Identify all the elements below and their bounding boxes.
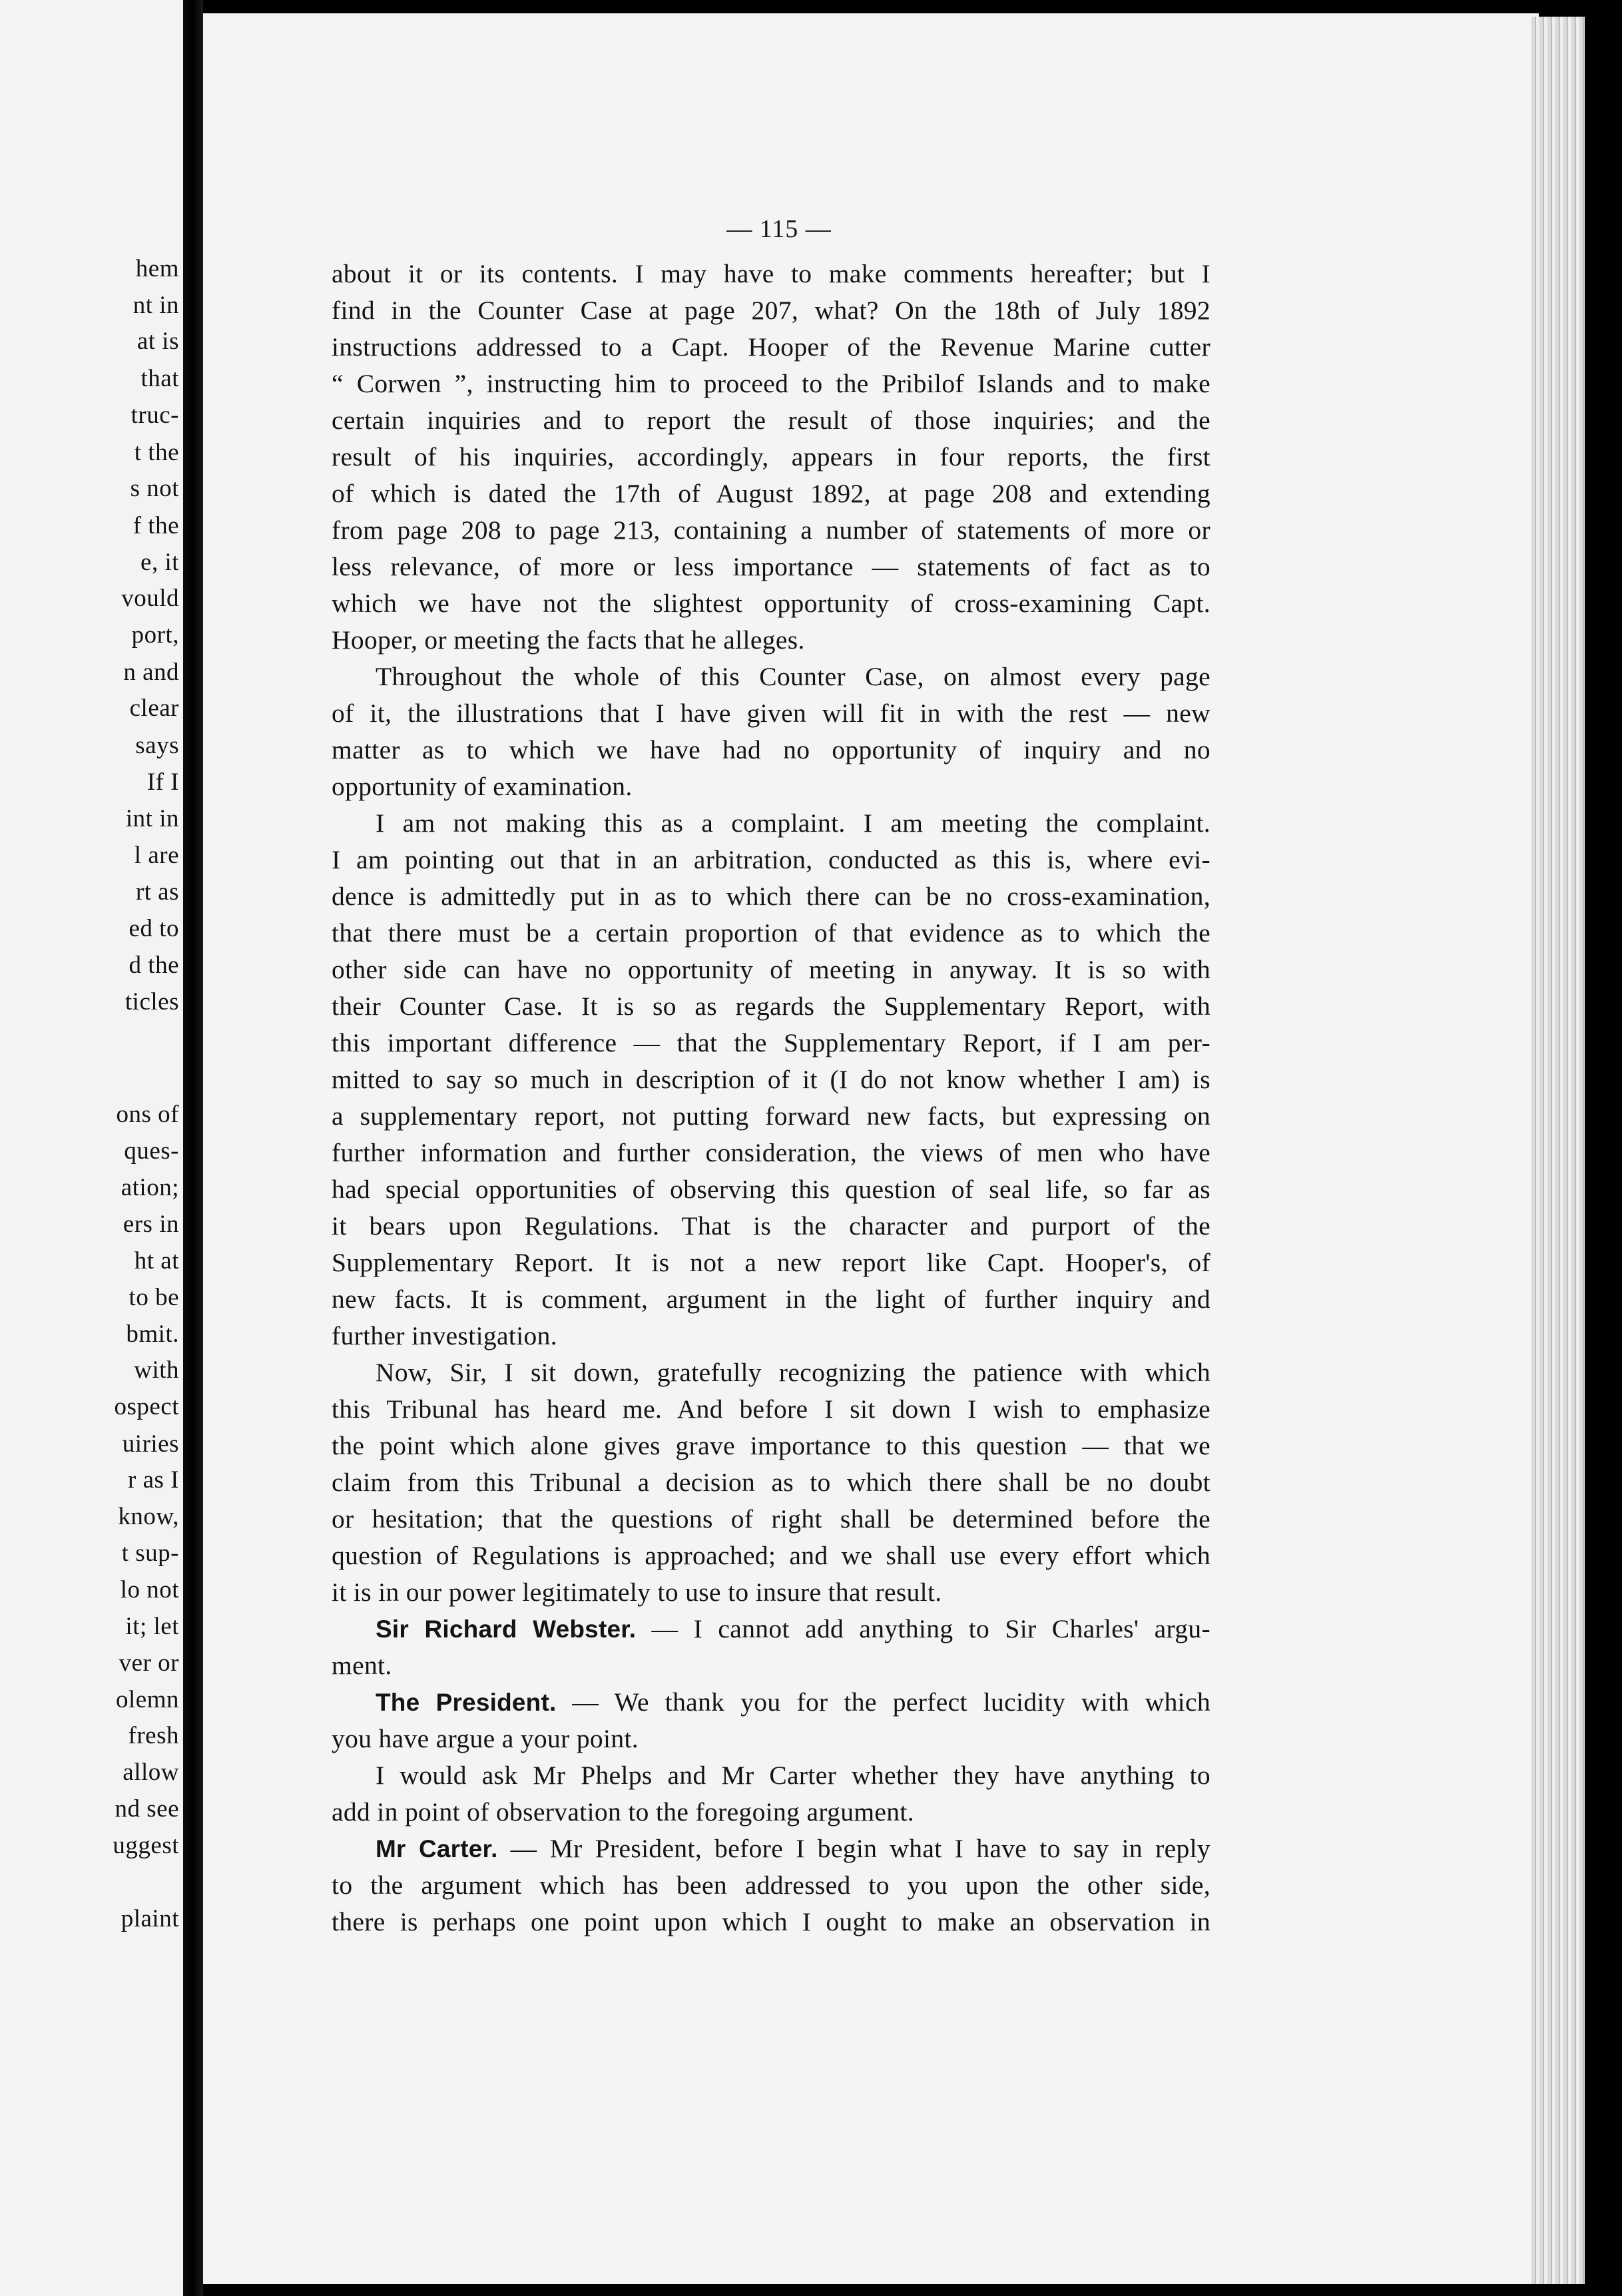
left-page-fragment: r as I (128, 1466, 179, 1494)
line-text: from page 208 to page 213, containing a number of statements of more or (332, 515, 1211, 545)
line-text: certain inquiries and to report the result of those inquiries; and the (332, 406, 1211, 435)
left-page-fragment: d the (129, 952, 179, 979)
left-page-fragment: n and (123, 659, 179, 686)
text-line (332, 1061, 1211, 1098)
line-text: Supplementary Report. It is not a new report like Capt. Hooper's, of (332, 1248, 1211, 1277)
line-text: further information and further consideration, the views of men who have (332, 1138, 1211, 1167)
line-text: new facts. It is comment, argument in the light of further inquiry and (332, 1285, 1211, 1314)
line-text: Now, Sir, I sit down, gratefully recognizing the patience with which (376, 1358, 1211, 1387)
text-line (332, 695, 1211, 732)
text-line (332, 1245, 1211, 1281)
left-page-fragment: truc- (131, 402, 179, 429)
text-line (332, 1098, 1211, 1135)
left-page-fragment: ticles (125, 988, 179, 1015)
left-page-fragment: l are (134, 842, 179, 869)
text-line (332, 329, 1211, 366)
line-text: add in point of observation to the foregoing argument. (332, 1797, 914, 1827)
line-text: mitted to say so much in description of it (I do not know whether I am) is (332, 1065, 1211, 1094)
text-line (332, 1025, 1211, 1061)
speaker-line (332, 1611, 1211, 1647)
text-line (332, 1135, 1211, 1171)
line-text: other side can have no opportunity of meeting in anyway. It is so with (332, 955, 1211, 984)
text-line (332, 805, 1211, 842)
left-page-fragment: olemn (116, 1686, 179, 1713)
left-page-fragment: ers in (123, 1211, 179, 1238)
left-page-fragment: t sup- (121, 1540, 179, 1567)
text-line (332, 1428, 1211, 1464)
speaker-name: Sir Richard Webster. (376, 1615, 637, 1643)
left-page-fragment: uggest (113, 1832, 179, 1859)
text-line (332, 878, 1211, 915)
text-line (332, 1464, 1211, 1501)
speaker-line (332, 1684, 1211, 1721)
text-line (332, 1281, 1211, 1318)
line-text: claim from this Tribunal a decision as to which there shall be no doubt (332, 1468, 1211, 1497)
left-page-fragment: to be (129, 1284, 179, 1311)
left-page-fragment: at is (136, 328, 179, 355)
line-text: which we have not the slightest opportunity of cross-examining Capt. (332, 589, 1211, 618)
speaker-name: Mr Carter. (376, 1835, 498, 1863)
text-line (332, 1794, 1211, 1831)
line-text: a supplementary report, not putting forward new facts, but expressing on (332, 1101, 1211, 1131)
text-line (332, 1538, 1211, 1574)
left-page-fragment: int in (125, 805, 179, 832)
left-page-fragment: lo not (120, 1576, 179, 1603)
left-page-fragment: know, (118, 1503, 179, 1530)
text-line (332, 512, 1211, 549)
speaker-name: The President. (376, 1689, 557, 1716)
left-page-fragment: vould (121, 585, 179, 612)
left-page-fragment: ospect (114, 1393, 179, 1420)
line-text: it is in our power legitimately to use to insure that result. (332, 1578, 942, 1607)
text-line (332, 1354, 1211, 1391)
line-text: Throughout the whole of this Counter Case, on almost every page (376, 662, 1211, 691)
line-text: there is perhaps one point upon which I ought to make an observation in (332, 1907, 1211, 1936)
left-page-fragment: port, (131, 621, 179, 649)
text-line (332, 1647, 1211, 1684)
line-text: — I cannot add anything to Sir Charles' argu- (636, 1614, 1211, 1643)
left-page-fragment: If I (146, 768, 179, 796)
book-gutter (183, 0, 203, 2296)
left-page-fragment: ver or (119, 1649, 179, 1677)
left-page-fragment: clear (129, 695, 179, 722)
line-text: — We thank you for the perfect lucidity with which (556, 1687, 1211, 1717)
line-text: of which is dated the 17th of August 1892, at page 208 and extending (332, 479, 1211, 508)
line-text: this Tribunal has heard me. And before I sit down I wish to emphasize (332, 1394, 1211, 1424)
left-page-fragment: hem (135, 255, 179, 282)
line-text: this important difference — that the Supplementary Report, if I am per- (332, 1028, 1211, 1057)
left-page-fragment: e, it (140, 549, 179, 576)
line-text: about it or its contents. I may have to make comments hereafter; but I (332, 259, 1211, 288)
left-page-fragment: plaint (121, 1905, 179, 1932)
text-line (332, 549, 1211, 585)
line-text: result of his inquiries, accordingly, appears in four reports, the first (332, 442, 1211, 471)
text-line (332, 475, 1211, 512)
text-line (332, 732, 1211, 768)
text-line (332, 768, 1211, 805)
text-line (332, 1501, 1211, 1538)
left-page-fragment: nt in (133, 292, 179, 319)
line-text: less relevance, of more or less importance — statements of fact as to (332, 552, 1211, 581)
text-line (332, 439, 1211, 475)
left-page-fragment: ed to (129, 915, 179, 942)
line-text: it bears upon Regulations. That is the character and purport of the (332, 1211, 1211, 1241)
line-text: “ Corwen ”, instructing him to proceed to the Pribilof Islands and to make (332, 369, 1211, 398)
text-line (332, 292, 1211, 329)
left-page-fragment: that (140, 365, 179, 392)
text-line (332, 1867, 1211, 1904)
page-number: — 115 — (726, 215, 832, 243)
line-text: of it, the illustrations that I have given will fit in with the rest — new (332, 699, 1211, 728)
line-text: had special opportunities of observing this question of seal life, so far as (332, 1175, 1211, 1204)
text-line (332, 952, 1211, 988)
line-text: I would ask Mr Phelps and Mr Carter whether they have anything to (376, 1761, 1211, 1790)
line-text: Hooper, or meeting the facts that he alleges. (332, 625, 805, 655)
body-text (332, 256, 1211, 1940)
line-text: that there must be a certain proportion of that evidence as to which the (332, 918, 1211, 948)
line-text: I am not making this as a complaint. I am meeting the complaint. (376, 808, 1211, 838)
text-line (332, 1391, 1211, 1428)
text-line (332, 402, 1211, 439)
line-text: matter as to which we have had no opportunity of inquiry and no (332, 735, 1211, 764)
line-text: or hesitation; that the questions of right shall be determined before the (332, 1504, 1211, 1534)
left-page-margin (0, 0, 183, 2296)
line-text: — Mr President, before I begin what I have to say in reply (497, 1834, 1211, 1863)
left-page-fragment: fresh (128, 1722, 179, 1749)
left-page-fragment: ons of (116, 1101, 179, 1128)
text-line (332, 256, 1211, 292)
text-line (332, 585, 1211, 622)
left-page-fragment: allow (123, 1759, 179, 1786)
text-line (332, 915, 1211, 952)
text-line (332, 1757, 1211, 1794)
left-page-fragment: with (134, 1356, 179, 1384)
text-line (332, 988, 1211, 1025)
line-text: opportunity of examination. (332, 772, 633, 801)
left-page-fragment: uiries (122, 1430, 179, 1458)
line-text: to the argument which has been addressed to you upon the other side, (332, 1870, 1211, 1900)
line-text: their Counter Case. It is so as regards the Supplementary Report, with (332, 992, 1211, 1021)
line-text: ment. (332, 1651, 392, 1680)
line-text: question of Regulations is approached; and we shall use every effort which (332, 1541, 1211, 1570)
left-page-fragment: says (135, 732, 179, 759)
text-line (332, 1171, 1211, 1208)
text-line (332, 659, 1211, 695)
left-page-fragment: ques- (124, 1137, 179, 1165)
left-page-fragment: ation; (121, 1174, 179, 1201)
line-text: find in the Counter Case at page 207, what? On the 18th of July 1892 (332, 296, 1211, 325)
line-text: the point which alone gives grave importance to this question — that we (332, 1431, 1211, 1460)
line-text: further investigation. (332, 1321, 557, 1350)
text-line (332, 1721, 1211, 1757)
text-line (332, 1318, 1211, 1354)
line-text: instructions addressed to a Capt. Hooper of the Revenue Marine cutter (332, 332, 1211, 362)
page-edges (1531, 17, 1585, 2284)
text-line (332, 622, 1211, 659)
line-text: I am pointing out that in an arbitration, conducted as this is, where evi- (332, 845, 1211, 874)
left-page-fragment: rt as (135, 878, 179, 906)
left-page-fragment: s not (130, 475, 179, 502)
text-line (332, 842, 1211, 878)
text-line (332, 366, 1211, 402)
left-page-fragment: it; let (125, 1613, 179, 1640)
left-page-fragment: ht at (134, 1247, 179, 1275)
left-page-fragment: f the (133, 512, 179, 539)
text-line (332, 1904, 1211, 1940)
left-page-fragment: bmit. (126, 1320, 179, 1348)
line-text: you have argue a your point. (332, 1724, 639, 1753)
line-text: dence is admittedly put in as to which there can be no cross-examination, (332, 882, 1211, 911)
text-line (332, 1208, 1211, 1245)
left-page-fragment: nd see (115, 1795, 179, 1823)
speaker-line (332, 1831, 1211, 1867)
text-line (332, 1574, 1211, 1611)
left-page-fragment: t the (134, 439, 179, 466)
